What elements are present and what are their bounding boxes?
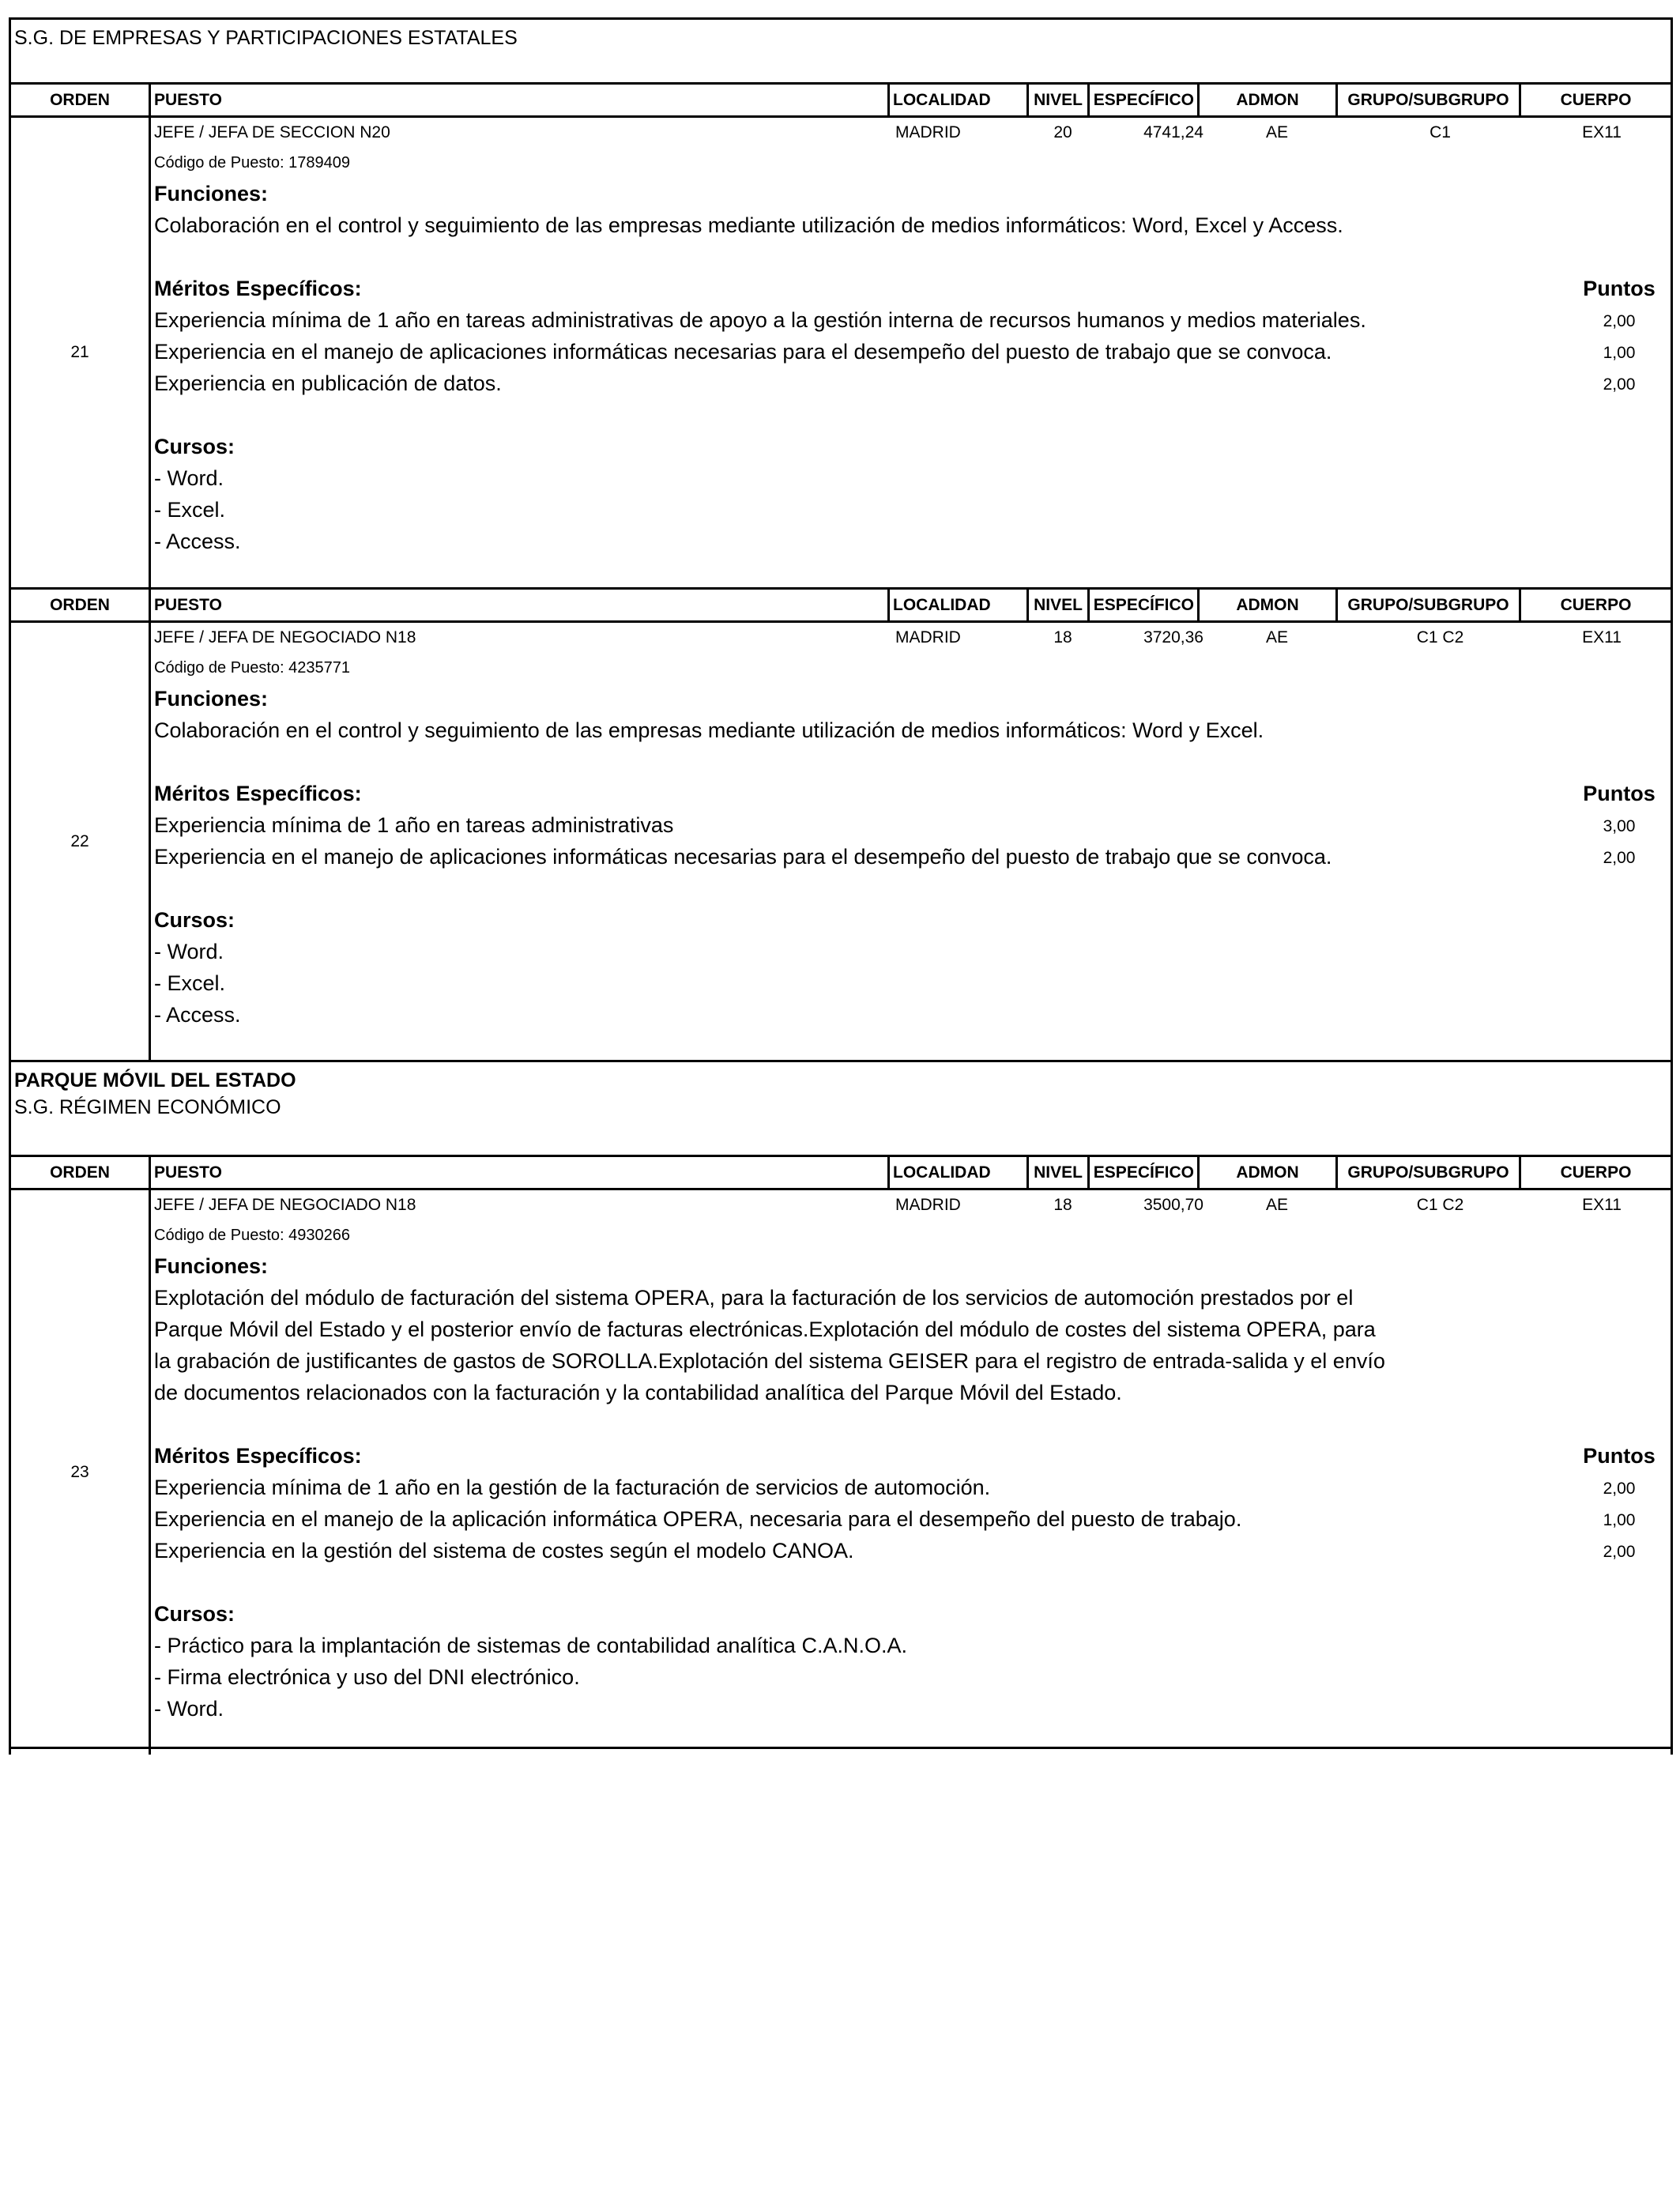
codigo-puesto: Código de Puesto: 1789409 (154, 154, 350, 172)
merito-puntos: 3,00 (1603, 817, 1636, 835)
merito-puntos: 1,00 (1603, 344, 1636, 362)
merito-item (154, 336, 1671, 368)
col-grupo: GRUPO/SUBGRUPO (1335, 1157, 1519, 1188)
cuerpo-value: EX11 (1582, 123, 1622, 141)
table-row (11, 623, 1671, 1060)
funciones-line: Explotación del módulo de facturación del sistema OPERA, para la facturación de los servicios de automoción prestados por el (154, 1286, 1354, 1310)
merito-puntos: 1,00 (1603, 1511, 1636, 1529)
table-row (11, 118, 1671, 587)
document-table (9, 17, 1673, 1755)
localidad-value: MADRID (895, 1196, 961, 1214)
cursos-label: Cursos: (154, 1602, 235, 1626)
merito-text: Experiencia mínima de 1 año en tareas administrativas (154, 813, 674, 837)
col-nivel: NIVEL (1026, 590, 1087, 620)
col-orden: ORDEN (50, 91, 110, 109)
puesto-name: JEFE / JEFA DE NEGOCIADO N18 (154, 628, 416, 647)
orden-number: 21 (70, 343, 89, 361)
localidad-value: MADRID (895, 123, 961, 141)
puesto-name: JEFE / JEFA DE NEGOCIADO N18 (154, 1196, 416, 1214)
puesto-details (149, 1190, 1671, 1755)
meritos-header (154, 1440, 1671, 1472)
merito-puntos: 2,00 (1603, 1543, 1636, 1561)
col-orden: ORDEN (50, 596, 110, 614)
localidad-value: MADRID (895, 628, 961, 647)
cuerpo-value: EX11 (1582, 1196, 1622, 1214)
col-localidad: LOCALIDAD (887, 590, 1026, 620)
col-puesto: PUESTO (149, 85, 887, 115)
grupo-value: C1 (1430, 123, 1451, 141)
admon-value: AE (1265, 628, 1288, 647)
especifico-value: 3500,70 (1143, 1196, 1203, 1214)
meritos-label: Méritos Específicos: (154, 277, 362, 300)
curso-item: - Práctico para la implantación de sistemas de contabilidad analítica C.A.N.O.A. (154, 1634, 907, 1657)
section-subtitle: S.G. RÉGIMEN ECONÓMICO (14, 1096, 281, 1118)
puesto-details (149, 623, 1671, 1060)
table-bottom-border (9, 1747, 1673, 1749)
puntos-label: Puntos (1583, 782, 1656, 805)
merito-item (154, 368, 1671, 399)
col-grupo: GRUPO/SUBGRUPO (1335, 85, 1519, 115)
col-admon: ADMON (1197, 85, 1335, 115)
meritos-header (154, 273, 1671, 304)
orden-number: 23 (70, 1463, 89, 1481)
section-header-2 (11, 1060, 1671, 1155)
puntos-label: Puntos (1583, 1444, 1656, 1468)
curso-item: - Firma electrónica y uso del DNI electrónico. (154, 1665, 580, 1689)
column-header-row (11, 587, 1671, 623)
puesto-summary (151, 1190, 1671, 1220)
puesto-details (149, 118, 1671, 587)
col-cuerpo: CUERPO (1519, 1157, 1671, 1188)
funciones-line: la grabación de justificantes de gastos de SOROLLA.Explotación del sistema GEISER para el registro de entrada-salida y el envío (154, 1349, 1385, 1373)
col-puesto: PUESTO (149, 1157, 887, 1188)
merito-item (154, 304, 1671, 336)
merito-item (154, 841, 1671, 873)
merito-text: Experiencia en el manejo de aplicaciones informáticas necesarias para el desempeño del puesto de trabajo que se convoca. (154, 845, 1332, 869)
puesto-summary (151, 118, 1671, 148)
col-nivel: NIVEL (1026, 85, 1087, 115)
col-especifico: ESPECÍFICO (1087, 85, 1197, 115)
merito-item (154, 1472, 1671, 1503)
codigo-puesto: Código de Puesto: 4930266 (154, 1227, 350, 1244)
merito-item (154, 809, 1671, 841)
col-especifico: ESPECÍFICO (1087, 590, 1197, 620)
merito-text: Experiencia mínima de 1 año en tareas administrativas de apoyo a la gestión interna de recursos humanos y medios materiales. (154, 308, 1366, 332)
col-especifico: ESPECÍFICO (1087, 1157, 1197, 1188)
puesto-summary (151, 623, 1671, 653)
grupo-value: C1 C2 (1416, 1196, 1464, 1214)
col-grupo: GRUPO/SUBGRUPO (1335, 590, 1519, 620)
curso-item: - Word. (154, 940, 224, 963)
merito-text: Experiencia en el manejo de aplicaciones informáticas necesarias para el desempeño del puesto de trabajo que se convoca. (154, 340, 1332, 364)
merito-puntos: 2,00 (1603, 849, 1636, 867)
merito-puntos: 2,00 (1603, 375, 1636, 394)
especifico-value: 3720,36 (1143, 628, 1203, 647)
column-header-row (11, 1155, 1671, 1190)
merito-item (154, 1503, 1671, 1535)
merito-text: Experiencia mínima de 1 año en la gestión de la facturación de servicios de automoción. (154, 1476, 991, 1499)
nivel-value: 18 (1053, 628, 1072, 647)
col-admon: ADMON (1197, 590, 1335, 620)
cursos-label: Cursos: (154, 435, 235, 458)
admon-value: AE (1265, 1196, 1288, 1214)
col-nivel: NIVEL (1026, 1157, 1087, 1188)
section-title: PARQUE MÓVIL DEL ESTADO (14, 1069, 296, 1091)
col-cuerpo: CUERPO (1519, 590, 1671, 620)
nivel-value: 18 (1053, 1196, 1072, 1214)
merito-text: Experiencia en la gestión del sistema de costes según el modelo CANOA. (154, 1539, 854, 1563)
curso-item: - Excel. (154, 498, 226, 522)
curso-item: - Access. (154, 1003, 241, 1027)
orden-number: 22 (70, 831, 89, 850)
column-header-row (11, 82, 1671, 118)
col-admon: ADMON (1197, 1157, 1335, 1188)
col-cuerpo: CUERPO (1519, 85, 1671, 115)
admon-value: AE (1265, 123, 1288, 141)
meritos-label: Méritos Específicos: (154, 782, 362, 805)
col-orden: ORDEN (50, 1163, 110, 1182)
curso-item: - Word. (154, 466, 224, 490)
funciones-text: Colaboración en el control y seguimiento de las empresas mediante utilización de medios informáticos: Word, Excel y Access. (154, 213, 1343, 237)
especifico-value: 4741,24 (1143, 123, 1203, 141)
curso-item: - Word. (154, 1697, 224, 1721)
cursos-label: Cursos: (154, 908, 235, 932)
funciones-line: Parque Móvil del Estado y el posterior envío de facturas electrónicas.Explotación del módulo de costes del sistema OPERA, para (154, 1318, 1376, 1341)
grupo-value: C1 C2 (1416, 628, 1464, 647)
cuerpo-value: EX11 (1582, 628, 1622, 647)
funciones-label: Funciones: (154, 687, 269, 711)
funciones-line: de documentos relacionados con la facturación y la contabilidad analítica del Parque Móvil del Estado. (154, 1381, 1122, 1404)
funciones-text: Colaboración en el control y seguimiento de las empresas mediante utilización de medios informáticos: Word y Excel. (154, 718, 1264, 742)
section-title: S.G. DE EMPRESAS Y PARTICIPACIONES ESTATALES (14, 27, 518, 49)
merito-item (154, 1535, 1671, 1566)
puntos-label: Puntos (1583, 277, 1656, 300)
meritos-label: Méritos Específicos: (154, 1444, 362, 1468)
nivel-value: 20 (1053, 123, 1072, 141)
funciones-label: Funciones: (154, 182, 269, 205)
puesto-name: JEFE / JEFA DE SECCION N20 (154, 123, 390, 141)
merito-puntos: 2,00 (1603, 1480, 1636, 1498)
codigo-puesto: Código de Puesto: 4235771 (154, 659, 350, 677)
curso-item: - Access. (154, 530, 241, 553)
col-localidad: LOCALIDAD (887, 85, 1026, 115)
section-header-1 (11, 20, 1671, 82)
merito-text: Experiencia en publicación de datos. (154, 371, 502, 395)
meritos-header (154, 778, 1671, 809)
curso-item: - Excel. (154, 971, 226, 995)
funciones-label: Funciones: (154, 1254, 269, 1278)
merito-puntos: 2,00 (1603, 312, 1636, 330)
merito-text: Experiencia en el manejo de la aplicación informática OPERA, necesaria para el desempeño del puesto de trabajo. (154, 1507, 1242, 1531)
col-localidad: LOCALIDAD (887, 1157, 1026, 1188)
col-puesto: PUESTO (149, 590, 887, 620)
table-row (11, 1190, 1671, 1755)
